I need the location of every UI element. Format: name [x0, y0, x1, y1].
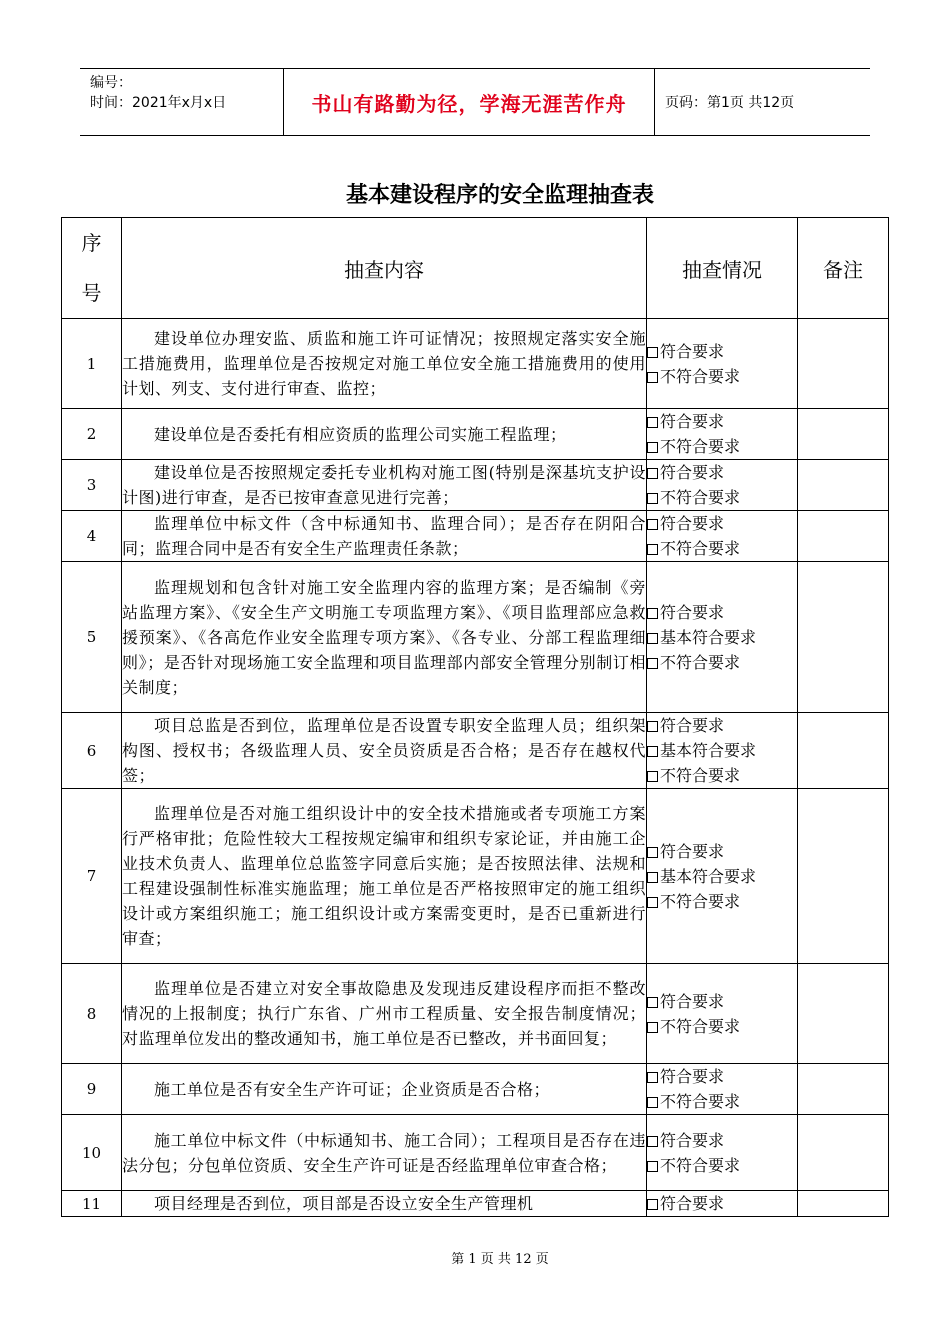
row-remark[interactable] — [798, 964, 889, 1064]
status-option[interactable] — [647, 434, 797, 459]
row-remark[interactable] — [798, 1191, 889, 1217]
row-remark[interactable] — [798, 1115, 889, 1191]
row-status — [647, 319, 798, 409]
status-option-label: 不符合要求 — [660, 437, 741, 456]
header-motto: 书山有路勤为径，学海无涯苦作舟 — [283, 69, 655, 135]
row-seq: 10 — [62, 1115, 122, 1191]
checkbox-icon[interactable] — [647, 1199, 658, 1210]
status-option-label: 符合要求 — [660, 412, 725, 431]
status-option-label: 不符合要求 — [660, 1092, 741, 1111]
status-option-label: 基本符合要求 — [660, 627, 757, 647]
row-remark[interactable] — [798, 789, 889, 964]
row-seq: 11 — [62, 1191, 122, 1217]
row-status — [647, 409, 798, 460]
checkbox-icon[interactable] — [647, 608, 658, 619]
row-content: 建设单位办理安监、质监和施工许可证情况；按照规定落实安全施工措施费用，监理单位是否按规定对施工单位安全施工措施费用的使用计划、列支、支付进行审查、监控； — [122, 319, 647, 409]
column-header-content: 抽查内容 — [122, 218, 647, 319]
row-status — [647, 964, 798, 1064]
status-option[interactable] — [647, 1064, 797, 1089]
status-option[interactable] — [647, 485, 797, 510]
row-content: 建设单位是否委托有相应资质的监理公司实施工程监理； — [122, 409, 647, 460]
table-row — [62, 1191, 889, 1217]
checkbox-icon[interactable] — [647, 442, 658, 453]
status-option-label: 不符合要求 — [660, 652, 741, 672]
status-option[interactable] — [647, 364, 797, 389]
checkbox-icon[interactable] — [647, 633, 658, 644]
status-option-label: 符合要求 — [660, 1130, 725, 1150]
table-row — [62, 409, 889, 460]
header-page-info: 页码：第1页 共12页 — [665, 95, 795, 111]
checkbox-icon[interactable] — [647, 544, 658, 555]
checkbox-icon[interactable] — [647, 347, 658, 358]
status-option-label: 符合要求 — [660, 991, 725, 1011]
page-header — [80, 68, 870, 136]
checkbox-icon[interactable] — [647, 1097, 658, 1108]
checkbox-icon[interactable] — [647, 897, 658, 908]
row-seq: 4 — [62, 511, 122, 562]
status-option-label: 不符合要求 — [660, 1016, 741, 1036]
row-content: 监理单位是否对施工组织设计中的安全技术措施或者专项施工方案行严格审批；危险性较大工程按规定编审和组织专家论证，并由施工企业技术负责人、监理单位总监签字同意后实施；是否按照法律、法规和工程建设强制性标准实施监理；施工单位是否严格按照审定的施工组织设计或方案组织施工；施工组织设计或方案需变更时，是否已重新进行审查； — [122, 789, 647, 964]
row-remark[interactable] — [798, 319, 889, 409]
status-option[interactable] — [647, 738, 797, 763]
status-option[interactable] — [647, 1128, 797, 1153]
table-row — [62, 713, 889, 789]
checkbox-icon[interactable] — [647, 746, 658, 757]
row-remark[interactable] — [798, 409, 889, 460]
status-option[interactable] — [647, 839, 797, 864]
row-seq: 2 — [62, 409, 122, 460]
row-seq: 3 — [62, 460, 122, 511]
row-remark[interactable] — [798, 562, 889, 713]
row-remark[interactable] — [798, 511, 889, 562]
status-option-label: 不符合要求 — [660, 1155, 741, 1175]
seq-header-top: 序 — [81, 231, 102, 255]
inspection-table — [61, 217, 889, 1217]
status-option[interactable] — [647, 409, 797, 434]
row-seq: 7 — [62, 789, 122, 964]
status-option[interactable] — [647, 1191, 797, 1216]
status-option[interactable] — [647, 536, 797, 561]
table-body — [62, 319, 889, 1217]
checkbox-icon[interactable] — [647, 1072, 658, 1083]
document-title: 基本建设程序的安全监理抽查表 — [345, 183, 654, 208]
checkbox-icon[interactable] — [647, 372, 658, 383]
document-number-label: 编号： — [90, 75, 132, 91]
row-status — [647, 789, 798, 964]
row-remark[interactable] — [798, 1064, 889, 1115]
row-content: 建设单位是否按照规定委托专业机构对施工图(特别是深基坑支护设计图)进行审查，是否已按审查意见进行完善； — [122, 460, 647, 511]
checkbox-icon[interactable] — [647, 1161, 658, 1172]
status-option[interactable] — [647, 600, 797, 625]
status-option-label: 基本符合要求 — [660, 866, 757, 886]
row-content: 监理单位是否建立对安全事故隐患及发现违反建设程序而拒不整改情况的上报制度；执行广东省、广州市工程质量、安全报告制度情况；对监理单位发出的整改通知书，施工单位是否已整改，并书面回复； — [122, 964, 647, 1064]
seq-header-bottom: 号 — [81, 281, 102, 305]
status-option-label: 符合要求 — [660, 1067, 725, 1086]
checkbox-icon[interactable] — [647, 771, 658, 782]
status-option[interactable] — [647, 1014, 797, 1039]
row-content: 施工单位中标文件（中标通知书、施工合同）；工程项目是否存在违法分包；分包单位资质、安全生产许可证是否经监理单位审查合格； — [122, 1115, 647, 1191]
table-row — [62, 964, 889, 1064]
table-row — [62, 1115, 889, 1191]
status-option-label: 符合要求 — [660, 514, 725, 533]
status-option[interactable] — [647, 1153, 797, 1178]
checkbox-icon[interactable] — [647, 417, 658, 428]
table-row — [62, 319, 889, 409]
status-option[interactable] — [647, 650, 797, 675]
checkbox-icon[interactable] — [647, 721, 658, 732]
table-row — [62, 511, 889, 562]
status-option[interactable] — [647, 511, 797, 536]
checkbox-icon[interactable] — [647, 1022, 658, 1033]
row-remark[interactable] — [798, 460, 889, 511]
row-seq: 8 — [62, 964, 122, 1064]
page-footer: 第 1 页 共 12 页 — [451, 1252, 549, 1267]
status-option[interactable] — [647, 625, 797, 650]
status-option-label: 不符合要求 — [660, 891, 741, 911]
checkbox-icon[interactable] — [647, 1136, 658, 1147]
status-option-label: 不符合要求 — [660, 539, 741, 558]
row-seq: 1 — [62, 319, 122, 409]
status-option[interactable] — [647, 864, 797, 889]
status-option[interactable] — [647, 763, 797, 788]
status-option[interactable] — [647, 1089, 797, 1114]
status-option[interactable] — [647, 889, 797, 914]
checkbox-icon[interactable] — [647, 658, 658, 669]
status-option-label: 不符合要求 — [660, 366, 741, 386]
row-content: 项目总监是否到位，监理单位是否设置专职安全监理人员；组织架构图、授权书；各级监理人员、安全员资质是否合格；是否存在越权代签； — [122, 713, 647, 789]
status-option[interactable] — [647, 989, 797, 1014]
column-header-remark: 备注 — [798, 218, 889, 319]
status-option-label: 符合要求 — [660, 602, 725, 622]
row-seq: 5 — [62, 562, 122, 713]
checkbox-icon[interactable] — [647, 468, 658, 479]
status-option-label: 符合要求 — [660, 1194, 725, 1213]
status-option-label: 不符合要求 — [660, 488, 741, 507]
checkbox-icon[interactable] — [647, 872, 658, 883]
checkbox-icon[interactable] — [647, 519, 658, 530]
status-option[interactable] — [647, 460, 797, 485]
row-seq: 9 — [62, 1064, 122, 1115]
status-option-label: 基本符合要求 — [660, 741, 757, 760]
row-content: 项目经理是否到位，项目部是否设立安全生产管理机 — [122, 1191, 647, 1217]
row-remark[interactable] — [798, 713, 889, 789]
row-status — [647, 1115, 798, 1191]
row-status — [647, 460, 798, 511]
status-option[interactable] — [647, 713, 797, 738]
row-status — [647, 1064, 798, 1115]
status-option-label: 不符合要求 — [660, 766, 741, 785]
status-option-label: 符合要求 — [660, 341, 725, 361]
row-seq: 6 — [62, 713, 122, 789]
table-row — [62, 460, 889, 511]
row-content: 监理单位中标文件（含中标通知书、监理合同）；是否存在阴阳合同；监理合同中是否有安全生产监理责任条款； — [122, 511, 647, 562]
table-row — [62, 562, 889, 713]
status-option-label: 符合要求 — [660, 716, 725, 735]
row-content: 施工单位是否有安全生产许可证；企业资质是否合格； — [122, 1064, 647, 1115]
status-option[interactable] — [647, 339, 797, 364]
table-row — [62, 1064, 889, 1115]
header-meta — [80, 69, 283, 135]
column-header-seq — [62, 218, 122, 319]
checkbox-icon[interactable] — [647, 997, 658, 1008]
row-status — [647, 511, 798, 562]
row-status — [647, 713, 798, 789]
table-row — [62, 789, 889, 964]
status-option-label: 符合要求 — [660, 841, 725, 861]
row-status — [647, 1191, 798, 1217]
row-content: 监理规划和包含针对施工安全监理内容的监理方案；是否编制《旁站监理方案》、《安全生产文明施工专项监理方案》、《项目监理部应急救援预案》、《各高危作业安全监理专项方案》、《各专业、分部工程监理细则》；是否针对现场施工安全监理和项目监理部内部安全管理分别制订相关制度； — [122, 562, 647, 713]
status-option-label: 符合要求 — [660, 463, 725, 482]
row-status — [647, 562, 798, 713]
checkbox-icon[interactable] — [647, 493, 658, 504]
document-date: 时间：2021年x月x日 — [90, 95, 227, 111]
checkbox-icon[interactable] — [647, 847, 658, 858]
column-header-status: 抽查情况 — [647, 218, 798, 319]
